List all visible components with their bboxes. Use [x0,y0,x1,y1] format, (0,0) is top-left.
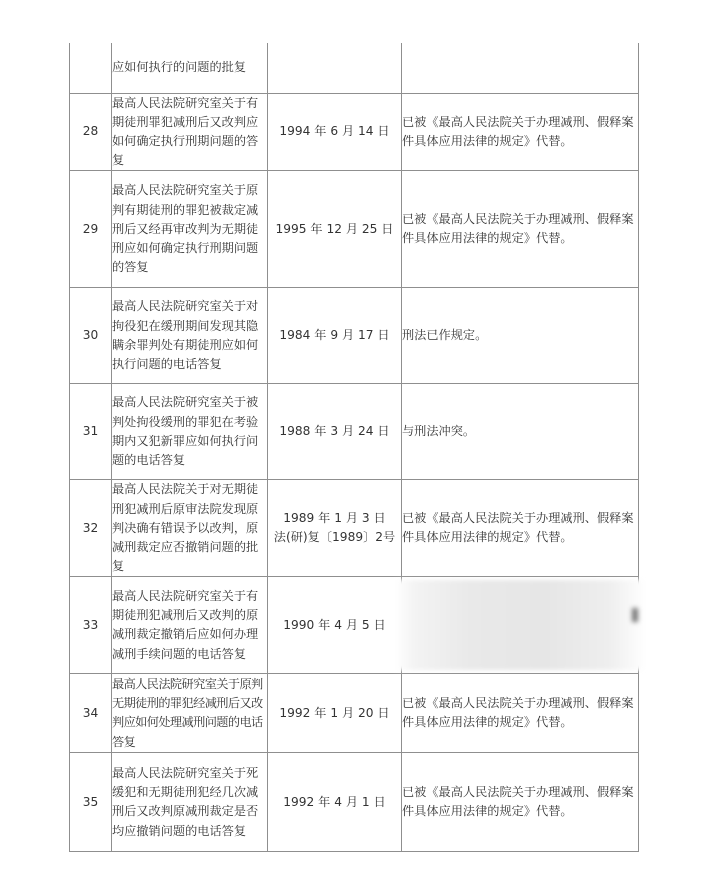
table-row [70,674,639,753]
table-row [70,384,639,480]
row-number: 29 [70,171,112,288]
table-row [70,93,639,171]
document-title: 最高人民法院研究室关于有期徒刑罪犯减刑后又改判应如何确定执行刑期问题的答复 [112,95,259,168]
row-number [70,43,112,93]
issue-date: 1988 年 3 月 24 日 [279,424,390,439]
document-title: 最高人民法院研究室关于原判无期徒刑的罪犯经减刑后又改判应如何处理减刑问题的电话答复 [112,676,263,749]
document-title: 应如何执行的问题的批复 [112,60,247,75]
issue-date: 1995 年 12 月 25 日 [275,221,394,236]
table-row [70,171,639,288]
repeal-reason: 已被《最高人民法院关于办理减刑、假释案件具体应用法律的规定》代替。 [402,480,639,577]
table-row [70,288,639,384]
row-number: 32 [70,480,112,577]
document-title: 最高人民法院研究室关于对拘役犯在缓刑期间发现其隐瞒余罪判处有期徒刑应如何执行问题的电话答复 [112,299,259,372]
row-number: 35 [70,753,112,852]
table-row [70,577,639,674]
issue-date: 1992 年 1 月 20 日 [279,705,390,720]
repeal-reason: 已被《最高人民法院关于办理减刑、假释案件具体应用法律的规定》代替。 [402,171,639,288]
repeal-reason [402,43,639,93]
repeal-reason: 与刑法冲突。 [402,384,639,480]
issue-date: 1992 年 4 月 1 日 [283,794,386,809]
row-number: 33 [70,577,112,674]
table-row [70,480,639,577]
document-title: 最高人民法院研究室关于原判有期徒刑的罪犯被裁定减刑后又经再审改判为无期徒刑应如何确定执行刑期问题的答复 [112,183,259,275]
row-number: 31 [70,384,112,480]
issue-date: 1989 年 1 月 3 日 法(研)复〔1989〕2号 [273,511,396,545]
repealed-interpretations-table [69,43,639,852]
obscured-mark [632,608,638,622]
document-title: 最高人民法院研究室关于死缓犯和无期徒刑犯经几次减刑后又改判原减刑裁定是否均应撤销问题的电话答复 [112,765,259,838]
table-row [70,43,639,93]
document-title: 最高人民法院关于对无期徒刑犯减刑后原审法院发现原判决确有错误予以改判，原减刑裁定应否撤销问题的批复 [112,482,259,574]
issue-date: 1990 年 4 月 5 日 [283,617,386,632]
table-row [70,753,639,852]
row-number: 28 [70,93,112,171]
document-title: 最高人民法院研究室关于有期徒刑犯减刑后又改判的原减刑裁定撤销后应如何办理减刑手续问题的电话答复 [112,588,259,661]
issue-date: 1984 年 9 月 17 日 [279,328,390,343]
row-number: 34 [70,674,112,753]
repeal-reason: 刑法已作规定。 [402,288,639,384]
document-title: 最高人民法院研究室关于被判处拘役缓刑的罪犯在考验期内又犯新罪应如何执行问题的电话答复 [112,395,259,468]
repeal-reason: 已被《最高人民法院关于办理减刑、假释案件具体应用法律的规定》代替。 [402,93,639,171]
repeal-reason: 已被《最高人民法院关于办理减刑、假释案件具体应用法律的规定》代替。 [402,753,639,852]
repeal-reason: 已被《最高人民法院关于办理减刑、假释案件具体应用法律的规定》代替。 [402,674,639,753]
row-number: 30 [70,288,112,384]
issue-date: 1994 年 6 月 14 日 [279,124,390,139]
obscured-region [395,580,646,670]
